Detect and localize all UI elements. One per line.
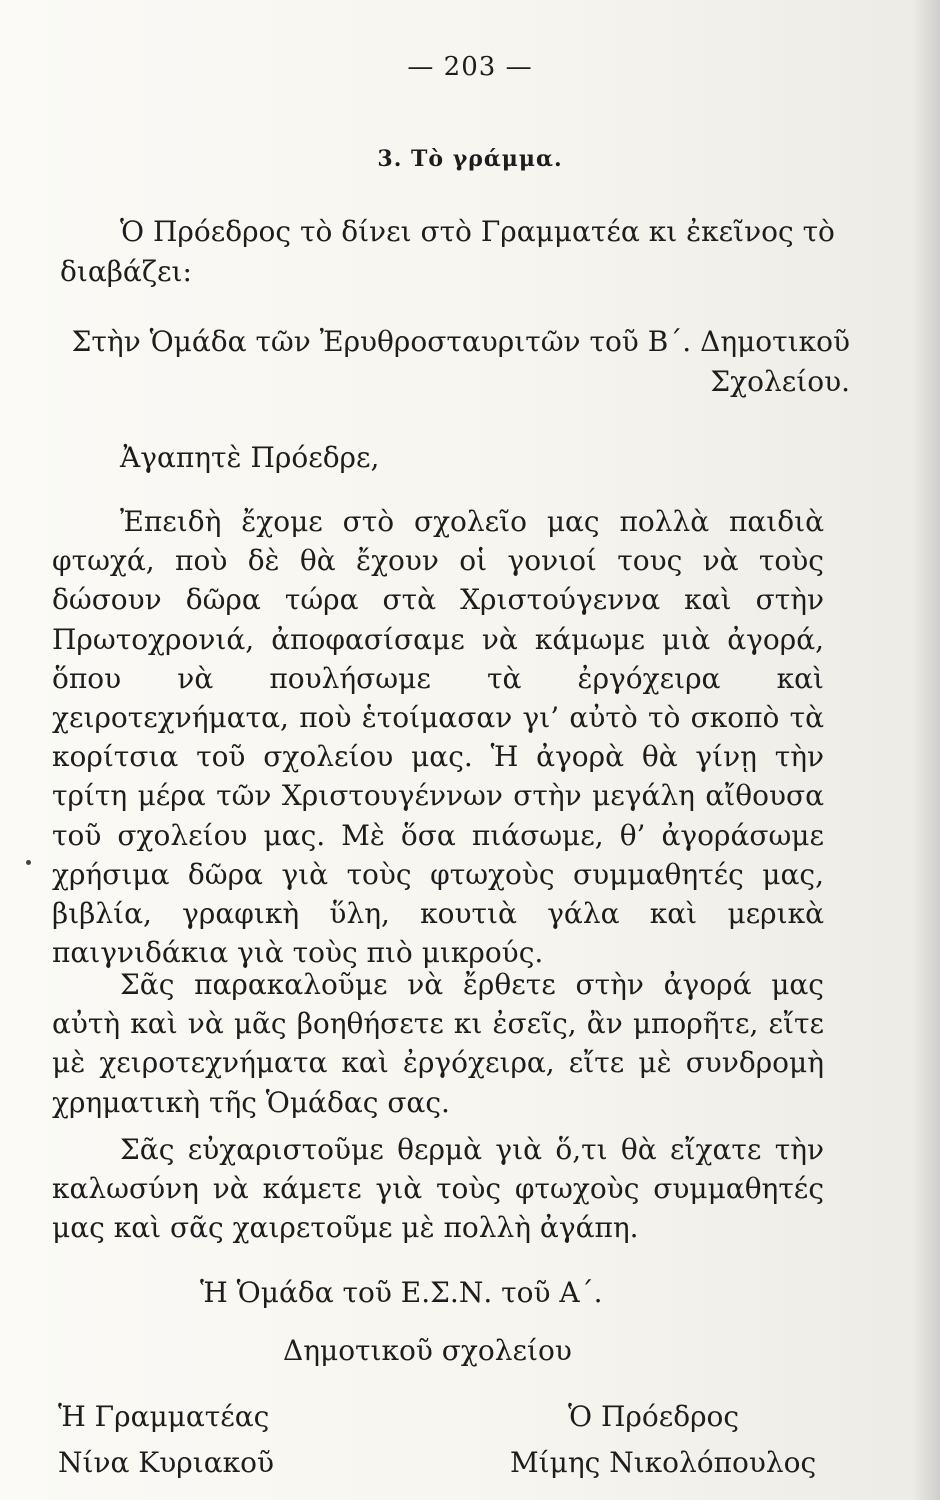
page-edge-shadow <box>912 0 940 1500</box>
signature-right-title: Ὁ Πρόεδρος <box>568 1400 740 1433</box>
intro-paragraph: Ὁ Πρόεδρος τὸ δίνει στὸ Γραμματέα κι ἐκεῖνος τὸ διαβάζει: <box>60 215 835 288</box>
signature-left-name: Νίνα Κυριακοῦ <box>58 1446 274 1479</box>
addressee-line-2: Σχολείου. <box>710 365 850 398</box>
closing-line-2: Δημοτικοῦ σχολείου <box>283 1334 572 1367</box>
letter-salutation: Ἀγαπητὲ Πρόεδρε, <box>120 441 380 474</box>
signature-left-title: Ἡ Γραμματέας <box>58 1400 270 1433</box>
letter-paragraph-1: Ἐπειδὴ ἔχομε στὸ σχολεῖο μας πολλὰ παιδιὰ φτωχά, ποὺ δὲ θὰ ἔχουν οἱ γονιοί τους νὰ τοὺς δώσουν δῶρα τώρα στὰ Χριστούγεννα καὶ στὴν Πρωτοχρονιά, ἀποφασίσαμε νὰ κάμωμε μιὰ ἀγορά, ὅπου νὰ πουλήσωμε τὰ ἐργόχειρα καὶ χειροτεχνήματα, ποὺ ἑτοίμασαν γι’ αὐτὸ τὸ σκοπὸ τὰ κορίτσια τοῦ σχολείου μας. Ἡ ἀγορὰ θὰ γίνῃ τὴν τρίτη μέρα τῶν Χριστουγέννων στὴν μεγάλη αἴθουσα τοῦ σχολείου μας. Μὲ ὅσα πιάσωμε, θ’ ἀγοράσωμε χρήσιμα δῶρα γιὰ τοὺς φτωχοὺς συμμαθητές μας, βιβλία, γραφικὴ ὕλη, κουτιὰ γάλα καὶ μερικὰ παιγνιδάκια γιὰ τοὺς πιὸ μικρούς. <box>52 505 824 970</box>
ink-speck <box>26 860 31 865</box>
letter-paragraph-2: Σᾶς παρακαλοῦμε νὰ ἔρθετε στὴν ἀγορά μας αὐτὴ καὶ νὰ μᾶς βοηθήσετε κι ἐσεῖς, ἂν μπορῆτε, εἴτε μὲ χειροτεχνήματα καὶ ἐργόχειρα, εἴτε μὲ συνδρομὴ χρηματικὴ τῆς Ὁμάδας σας. <box>52 968 824 1119</box>
letter-paragraph-3: Σᾶς εὐχαριστοῦμε θερμὰ γιὰ ὅ,τι θὰ εἴχατε τὴν καλωσύνη νὰ κάμετε γιὰ τοὺς φτωχοὺς συμμαθητές μας καὶ σᾶς χαιρετοῦμε μὲ πολλὴ ἀγάπη. <box>52 1133 824 1245</box>
page-number: — 203 — <box>407 52 533 82</box>
section-title: 3. Τὸ γράμμα. <box>377 146 563 172</box>
letter-addressee <box>60 322 850 402</box>
closing-line-1: Ἡ Ὁμάδα τοῦ Ε.Σ.Ν. τοῦ Α΄. <box>200 1276 603 1309</box>
addressee-line-1: Στὴν Ὁμάδα τῶν Ἐρυθροσταυριτῶν τοῦ Β΄. Δημοτικοῦ <box>71 325 850 358</box>
signature-right-name: Μίμης Νικολόπουλος <box>510 1446 817 1479</box>
